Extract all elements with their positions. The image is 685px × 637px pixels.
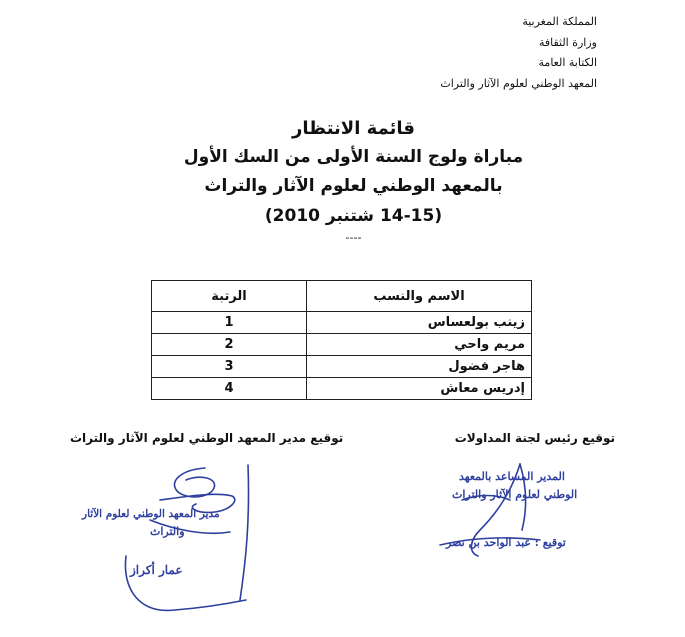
committee-stamp-line1: المدير المساعد بالمعهد: [459, 470, 565, 483]
title-separator: ----: [345, 231, 362, 244]
candidate-rank: 2: [152, 334, 307, 356]
page-title: قائمة الانتظار: [292, 118, 415, 139]
letterhead-kingdom: المملكة المغربية: [522, 15, 597, 28]
committee-stamp-line2: الوطني لعلوم الآثار والتراث: [452, 488, 578, 501]
director-stamp-name: عمار أكراز: [130, 563, 183, 577]
candidate-rank: 1: [152, 312, 307, 334]
table-row: [152, 356, 532, 378]
director-signature-label: توقيع مدير المعهد الوطني لعلوم الآثار والتراث: [70, 431, 344, 445]
table-row: [152, 378, 532, 400]
director-stamp-line1: مدير المعهد الوطني لعلوم الآثار: [82, 508, 220, 520]
letterhead-secretariat: الكتابة العامة: [538, 56, 597, 69]
candidate-rank: 3: [152, 356, 307, 378]
committee-stamp-name: توقيع : عبد الواحد بن نصر: [446, 536, 566, 549]
exam-dates: (14-15 شتنبر 2010): [264, 206, 443, 226]
title-block: [0, 115, 685, 244]
committee-signature-label: توقيع رئيس لجنة المداولات: [454, 431, 615, 445]
candidate-name: مريم واحي: [307, 334, 532, 356]
institute-title: بالمعهد الوطني لعلوم الآثار والتراث: [204, 176, 503, 196]
waiting-list-table: [151, 280, 532, 400]
table-row: [152, 312, 532, 334]
candidate-name: هاجر فضول: [307, 356, 532, 378]
letterhead: [440, 12, 597, 94]
candidate-rank: 4: [152, 378, 307, 400]
candidate-name: زينب بولعساس: [307, 312, 532, 334]
table-row: [152, 334, 532, 356]
director-signature-stroke: [174, 468, 214, 497]
exam-title: مباراة ولوج السنة الأولى من السك الأول: [183, 147, 524, 167]
letterhead-ministry: وزارة الثقافة: [538, 35, 597, 49]
director-stamp-line2: والتراث: [150, 525, 185, 538]
table-header-row: [152, 281, 532, 312]
column-header-rank: الرتبة: [152, 281, 307, 312]
candidate-name: إدريس معاش: [307, 378, 532, 400]
letterhead-institute: المعهد الوطني لعلوم الآثار والتراث: [440, 76, 597, 90]
column-header-name: الاسم والنسب: [307, 281, 532, 312]
director-signature-stroke: [240, 465, 249, 600]
